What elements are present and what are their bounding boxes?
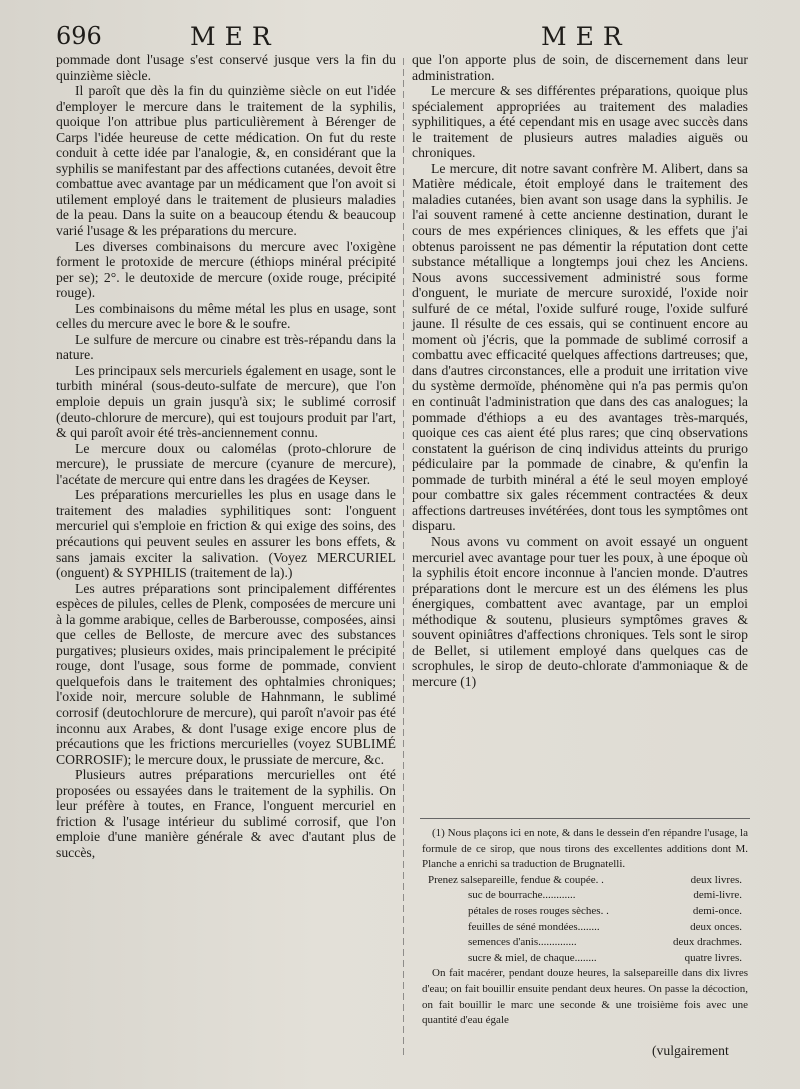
paragraph: pommade dont l'usage s'est conservé jusque vers la fin du quinzième siècle.: [56, 52, 396, 83]
paragraph: que l'on apporte plus de soin, de discernement dans leur administration.: [412, 52, 748, 83]
paragraph: Les principaux sels mercuriels également en usage, sont le turbith minéral (sous-deuto-sulfate de mercure), que l'on emploie depuis un grain jusqu'à six; le sublimé corrosif (deuto-chlorure de mercure), qui est toujours produit par l'art, & qui paroît avoir été très-anciennement connu.: [56, 362, 396, 441]
paragraph: Le mercure doux ou calomélas (proto-chlorure de mercure), le prussiate de mercure (cyanure de mercure), l'acétate de mercure qui entre dans les dragées de Keyser.: [56, 440, 396, 487]
left-column: [56, 52, 396, 860]
running-head-right: MER: [541, 22, 631, 51]
recipe-quantity: deux onces.: [690, 920, 742, 933]
recipe-ingredient: pétales de roses rouges sèches. .: [468, 904, 609, 917]
recipe-line: [422, 920, 748, 936]
column-divider: [403, 58, 404, 1058]
recipe-ingredient: sucre & miel, de chaque........: [468, 951, 597, 964]
recipe-quantity: quatre livres.: [684, 951, 742, 964]
catchword: (vulgairement: [652, 1043, 729, 1058]
recipe-line: [422, 873, 748, 889]
recipe-line: [422, 888, 748, 904]
recipe-line: [422, 951, 748, 967]
recipe-line: [422, 935, 748, 951]
paragraph: Les combinaisons du même métal les plus en usage, sont celles du mercure avec le bore & le soufre.: [56, 300, 396, 332]
paragraph: Les autres préparations sont principalement différentes espèces de pilules, celles de Plenk, composées de mercure uni à la gomme arabique, celles de Barberousse, composées, ainsi que celles de Belloste, de mercure avec des substances purgatives; plusieurs oxides, mais principalement le précipité rouge, dont l'usage, sous forme de pommade, convient quelquefois dans le traitement des ophtalmies chroniques; l'oxide noir, mercure soluble de Hahnmann, le sublimé corrosif (deutochlorure de mercure), qui paroît n'avoir pas été inconnu aux Arabes, & dont l'usage exige encore plus de précautions que les frictions mercurielles (voyez SUBLIMÉ CORROSIF); le mercure doux, le prussiate de mercure, &c.: [56, 580, 396, 767]
page-number: 696: [56, 22, 102, 50]
paragraph: Nous avons vu comment on avoit essayé un onguent mercuriel avec avantage pour tuer les poux, à une époque où la syphilis étoit encore inconnue à l'ancien monde. D'autres préparations dont le mercure est un des élémens les plus énergiques, combattent avec avantage, par un emploi méthodique & soutenu, plusieurs symptômes graves & souvent opiniâtres d'affections chroniques. Tels sont le sirop de Bellet, si utilement employé dans quelques cas de scrophules, le sirop de deuto-chlorate d'ammoniaque & de mercure (1): [412, 533, 748, 689]
footnote: [422, 826, 748, 1029]
paragraph: Le mercure & ses différentes préparations, quoique plus spécialement appropriées au traitement des maladies syphilitiques, a été cependant mis en usage avec succès dans le traitement de plusieurs autres maladies aiguës ou chroniques.: [412, 83, 748, 161]
recipe-ingredient: semences d'anis..............: [468, 936, 577, 949]
paragraph: Le sulfure de mercure ou cinabre est très-répandu dans la nature.: [56, 331, 396, 363]
paragraph: Les préparations mercurielles les plus en usage dans le traitement des maladies syphilitiques sont: l'onguent mercuriel qui s'emploie en friction & qui exige des soins, des précautions qui peuvent seules en assurer les bons effets, & sans jamais exciter la salivation. (Voyez MERCURIEL (onguent) & SYPHILIS (traitement de la).): [56, 487, 396, 581]
paragraph: Il paroît que dès la fin du quinzième siècle on eut l'idée d'employer le mercure dans le traitement de la syphilis, quoique l'on attribue plus particulièrement à Bérenger de Carps l'idée heureuse de cette médication. On fut du reste conduit à cette idée par l'analogie, &, en considérant que la syphilis se manifestant par des affections cutanées, devoit être combattue avec avantage par un médicament que l'on avoit si utilement employé dans le traitement de plusieurs maladies de la peau. Dans la suite on a beaucoup étendu & beaucoup varié l'usage & les préparations du mercure.: [56, 83, 396, 239]
running-head-left: MER: [190, 22, 280, 51]
recipe-quantity: demi-once.: [692, 904, 742, 917]
recipe-ingredient: Prenez salsepareille, fendue & coupée. .: [428, 873, 604, 886]
recipe-line: [422, 904, 748, 920]
paragraph: Les diverses combinaisons du mercure avec l'oxigène forment le protoxide de mercure (éthiops minéral précipité per se); 2°. le deutoxide de mercure (oxide rouge, précipité rouge).: [56, 238, 396, 301]
paragraph: Le mercure, dit notre savant confrère M. Alibert, dans sa Matière médicale, étoit employé dans le traitement des maladies cutanées, bien avant son usage dans la syphilis. Je l'ai souvent ramené à cette ancienne destination, durant le cours de mes expériences cliniques, & les effets que j'ai obtenus paroissent ne pas démentir la réputation dont cette substance métallique a longtemps joui chez les Anciens. Nous avons successivement administré sous forme d'onguent, le muriate de mercure suroxidé, l'oxide noir sulfuré de ce métal, l'oxide sulfuré rouge, l'oxide sulfuré jaune. Il résulte de ces essais, qui se continuent encore au moment où j'écris, que la pommade de sublimé corrosif a combattu avec efficacité quelques affections dartreuses; que, dans d'autres circonstances, elle a produit une irritation vive du système dermoïde, phénomène qui n'a pas permis qu'on en continuât l'administration que dans des cas analogues; la pommade d'éthiops a eu des avantages très-marqués, quoique ces cas aient été plus rares; que cinq observations constatent la guérison de cinq individus atteints du prurigo pédiculaire par la pommade de cinabre, & qu'enfin la pommade de turbith minéral a été le seul moyen employé pour combattre six gales récemment contractées & deux affections dartreuses invétérées, dont tous les symptômes ont disparu.: [412, 160, 748, 534]
recipe-quantity: demi-livre.: [693, 889, 742, 902]
footnote-rule: [420, 818, 750, 819]
recipe-quantity: deux drachmes.: [672, 936, 742, 949]
footnote-intro: (1) Nous plaçons ici en note, & dans le dessein d'en répandre l'usage, la formule de ce sirop, que nous tirons des excellentes additions dont M. Planche a enrichi sa traduction de Brugnatelli.: [422, 827, 748, 871]
footnote-outro: On fait macérer, pendant douze heures, la salsepareille dans dix livres d'eau; on fait bouillir ensuite pendant deux heures. On passe la décoction, on fait bouillir le marc une seconde & une troisième fois avec une quantité d'eau égale: [422, 967, 748, 1027]
right-column: [412, 52, 748, 689]
recipe-ingredient: suc de bourrache............: [468, 889, 576, 902]
recipe-quantity: deux livres.: [690, 873, 742, 886]
recipe-ingredient: feuilles de séné mondées........: [468, 920, 600, 933]
paragraph: Plusieurs autres préparations mercurielles ont été proposées ou essayées dans le traitement de la syphilis. On leur préfère à toutes, en France, l'onguent mercuriel en friction & l'usage intérieur du sublimé corrosif, que l'on emploie d'une manière générale & avec d'autant plus de succès,: [56, 767, 396, 860]
